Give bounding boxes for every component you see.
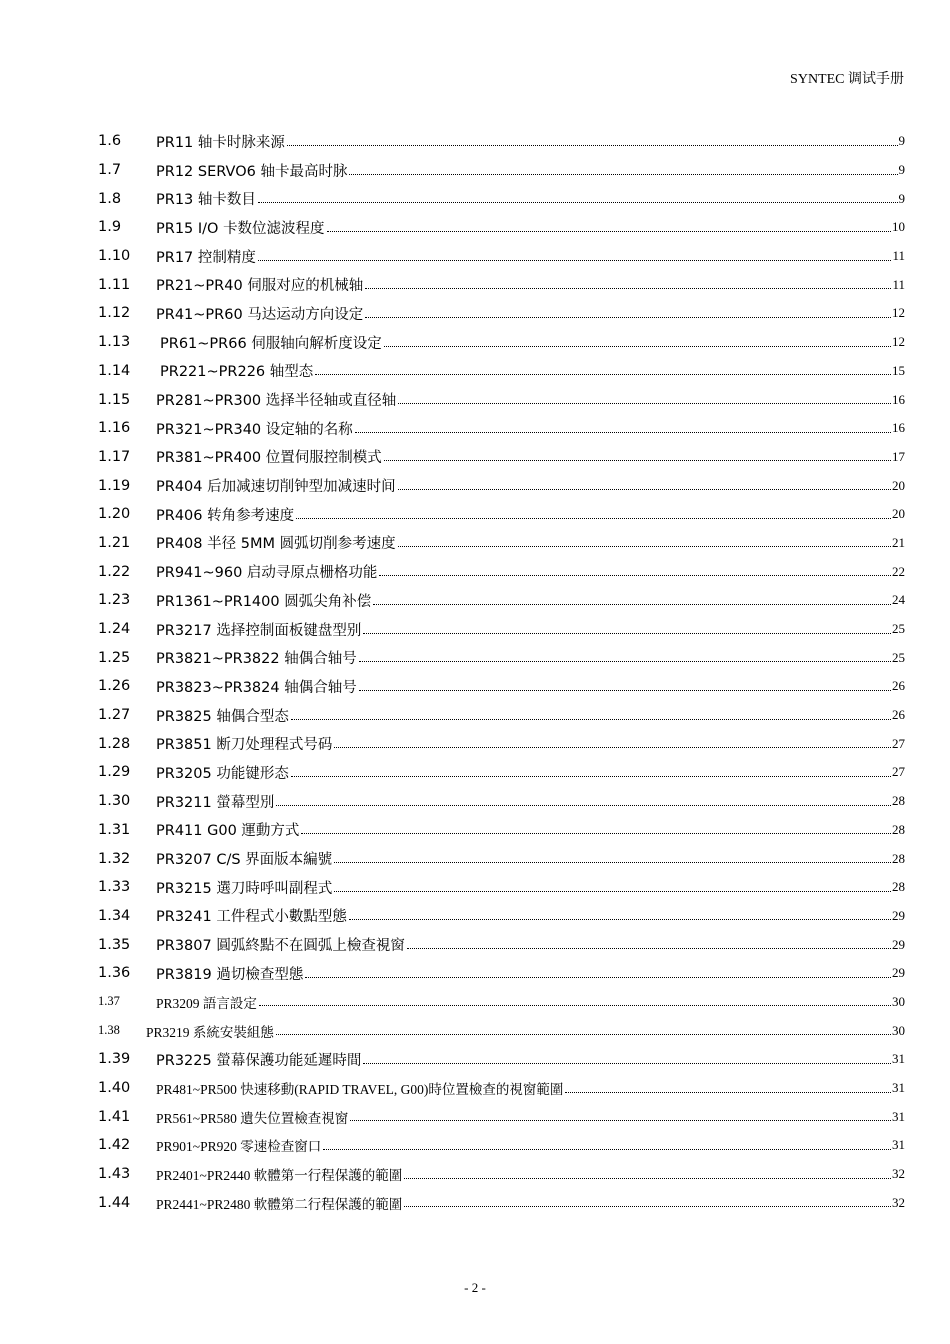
toc-title: PR3225 螢幕保護功能延遲時間 xyxy=(156,1052,362,1069)
toc-number: 1.36 xyxy=(98,965,131,982)
dot-leader xyxy=(305,977,891,978)
toc-page: 16 xyxy=(892,420,905,436)
toc-title: PR3823~PR3824 轴偶合轴号 xyxy=(156,679,357,696)
toc-title: PR281~PR300 选择半径轴或直径轴 xyxy=(156,393,397,410)
toc-title: PR321~PR340 设定轴的名称 xyxy=(156,421,353,438)
toc-number: 1.8 xyxy=(98,190,122,207)
dot-leader xyxy=(327,231,891,232)
toc-number: 1.12 xyxy=(98,305,131,322)
toc-entry[interactable] xyxy=(98,615,905,644)
toc-entry[interactable] xyxy=(98,1074,905,1103)
toc-entry[interactable] xyxy=(98,471,905,500)
toc-entry[interactable] xyxy=(98,529,905,558)
toc-page: 12 xyxy=(892,305,905,321)
toc-number: 1.7 xyxy=(98,162,122,179)
toc-title: PR3851 断刀处理程式号码 xyxy=(156,737,333,754)
toc-page: 10 xyxy=(892,219,905,235)
dot-leader xyxy=(365,288,891,289)
toc-page: 9 xyxy=(898,133,905,149)
toc-title: PR13 轴卡数目 xyxy=(156,192,256,209)
toc-title: PR41~PR60 马达运动方向设定 xyxy=(156,306,364,323)
toc-entry[interactable] xyxy=(98,1045,905,1074)
dot-leader xyxy=(363,633,891,634)
dot-leader xyxy=(276,805,891,806)
toc-number: 1.35 xyxy=(98,936,131,953)
toc-title: PR3215 選刀時呼叫副程式 xyxy=(156,880,333,897)
toc-page: 31 xyxy=(892,1108,905,1124)
toc-number: 1.26 xyxy=(98,678,131,695)
toc-page: 28 xyxy=(892,850,905,866)
toc-entry[interactable] xyxy=(98,270,905,299)
toc-number: 1.42 xyxy=(98,1137,131,1154)
toc-number: 1.17 xyxy=(98,448,131,465)
page-number-footer: - 2 - xyxy=(464,1280,486,1295)
toc-title: PR1361~PR1400 圆弧尖角补偿 xyxy=(156,593,372,610)
toc-number: 1.19 xyxy=(98,477,131,494)
dot-leader xyxy=(334,862,891,863)
toc-title: PR3807 圓弧終點不在圓弧上檢查視窗 xyxy=(156,938,405,955)
dot-leader xyxy=(349,919,891,920)
toc-entry[interactable] xyxy=(98,1131,905,1160)
toc-number: 1.30 xyxy=(98,793,131,810)
dot-leader xyxy=(291,719,891,720)
toc-title: PR3209 語言設定 xyxy=(156,995,257,1011)
toc-page: 9 xyxy=(898,162,905,178)
dot-leader xyxy=(363,1063,891,1064)
toc-page: 28 xyxy=(892,879,905,895)
toc-number: 1.38 xyxy=(98,1023,120,1038)
toc-entry[interactable] xyxy=(98,959,905,988)
toc-page: 28 xyxy=(892,821,905,837)
dot-leader xyxy=(359,690,891,691)
toc-page: 9 xyxy=(898,190,905,206)
toc-number: 1.22 xyxy=(98,563,131,580)
dot-leader xyxy=(359,661,891,662)
toc-title: PR406 转角参考速度 xyxy=(156,507,295,524)
dot-leader xyxy=(565,1092,891,1093)
toc-page: 32 xyxy=(892,1194,905,1210)
toc-entry[interactable] xyxy=(98,443,905,472)
toc-number: 1.34 xyxy=(98,907,131,924)
toc-number: 1.40 xyxy=(98,1080,131,1097)
toc-entry[interactable] xyxy=(98,873,905,902)
toc-entry[interactable] xyxy=(98,328,905,357)
toc-title: PR3207 C/S 界面版本編號 xyxy=(156,852,333,869)
toc-title: PR15 I/O 卡数位滤波程度 xyxy=(156,220,325,237)
toc-page: 15 xyxy=(892,362,905,378)
toc-title: PR61~PR66 伺服轴向解析度设定 xyxy=(160,335,382,352)
toc-title: PR3217 选择控制面板键盘型别 xyxy=(156,622,362,639)
toc-number: 1.25 xyxy=(98,649,131,666)
toc-number: 1.16 xyxy=(98,420,131,437)
toc-number: 1.13 xyxy=(98,334,131,351)
dot-leader xyxy=(404,1178,891,1179)
toc-page: 21 xyxy=(892,534,905,550)
dot-leader xyxy=(258,260,892,261)
toc-number: 1.21 xyxy=(98,534,131,551)
dot-leader xyxy=(398,489,891,490)
toc-page: 29 xyxy=(892,936,905,952)
toc-entry[interactable] xyxy=(98,299,905,328)
toc-page: 26 xyxy=(892,707,905,723)
toc-title: PR3821~PR3822 轴偶合轴号 xyxy=(156,651,357,668)
toc-number: 1.28 xyxy=(98,735,131,752)
toc-number: 1.9 xyxy=(98,219,122,236)
dot-leader xyxy=(350,1120,891,1121)
toc-page: 28 xyxy=(892,793,905,809)
toc-page: 30 xyxy=(892,993,905,1009)
toc-entry[interactable] xyxy=(98,557,905,586)
toc-page: 32 xyxy=(892,1166,905,1182)
toc-title: PR12 SERVO6 轴卡最高时脉 xyxy=(156,163,348,180)
toc-number: 1.39 xyxy=(98,1051,131,1068)
toc-number: 1.37 xyxy=(98,994,120,1009)
dot-leader xyxy=(355,432,891,433)
toc-page: 31 xyxy=(892,1137,905,1153)
dot-leader xyxy=(323,1149,891,1150)
dot-leader xyxy=(398,403,891,404)
toc-entry[interactable] xyxy=(98,729,905,758)
toc-title: PR11 轴卡时脉来源 xyxy=(156,134,285,151)
toc-title: PR3205 功能键形态 xyxy=(156,765,289,782)
toc-page: 11 xyxy=(892,276,905,292)
dot-leader xyxy=(315,374,891,375)
toc-page: 25 xyxy=(892,649,905,665)
dot-leader xyxy=(258,202,898,203)
toc-number: 1.11 xyxy=(98,276,131,293)
toc-page: 12 xyxy=(892,334,905,350)
toc-entry[interactable] xyxy=(98,213,905,242)
dot-leader xyxy=(398,546,891,547)
toc-page: 11 xyxy=(892,248,905,264)
toc-page: 20 xyxy=(892,506,905,522)
running-header: SYNTEC 调试手册 xyxy=(790,72,904,87)
toc-number: 1.24 xyxy=(98,621,131,638)
toc-page: 22 xyxy=(892,563,905,579)
toc-title: PR221~PR226 轴型态 xyxy=(160,364,314,381)
toc-page: 25 xyxy=(892,621,905,637)
toc-page: 30 xyxy=(892,1022,905,1038)
dot-leader xyxy=(334,747,891,748)
toc-title: PR381~PR400 位置伺服控制模式 xyxy=(156,450,382,467)
dot-leader xyxy=(349,174,897,175)
toc-entry[interactable] xyxy=(98,156,905,185)
toc-title: PR411 G00 運動方式 xyxy=(156,823,300,840)
toc-entry[interactable] xyxy=(98,902,905,931)
toc-page: 16 xyxy=(892,391,905,407)
dot-leader xyxy=(404,1206,891,1207)
toc-title: PR3819 過切檢查型態 xyxy=(156,966,304,983)
dot-leader xyxy=(407,948,891,949)
toc-number: 1.32 xyxy=(98,850,131,867)
toc-entry[interactable] xyxy=(98,988,905,1017)
toc-entry[interactable] xyxy=(98,184,905,213)
toc-entry[interactable] xyxy=(98,701,905,730)
toc-number: 1.31 xyxy=(98,821,131,838)
toc-number: 1.43 xyxy=(98,1166,131,1183)
toc-title: PR3241 工件程式小數點型態 xyxy=(156,909,347,926)
toc-entry[interactable] xyxy=(98,672,905,701)
toc-title: PR481~PR500 快速移動(RAPID TRAVEL, G00)時位置檢查的視窗範圍 xyxy=(156,1082,564,1098)
toc-entry[interactable] xyxy=(98,127,905,156)
dot-leader xyxy=(373,604,891,605)
toc-entry[interactable] xyxy=(98,414,905,443)
toc-entry[interactable] xyxy=(98,930,905,959)
toc-page: 27 xyxy=(892,764,905,780)
dot-leader xyxy=(365,317,891,318)
toc-title: PR2441~PR2480 軟體第二行程保護的範圍 xyxy=(156,1196,403,1212)
toc-number: 1.44 xyxy=(98,1194,131,1211)
toc-page: 31 xyxy=(892,1051,905,1067)
dot-leader xyxy=(291,776,891,777)
toc-title: PR3211 螢幕型別 xyxy=(156,794,275,811)
toc-number: 1.10 xyxy=(98,248,131,265)
toc-number: 1.27 xyxy=(98,707,131,724)
toc-page: 17 xyxy=(892,448,905,464)
toc-number: 1.41 xyxy=(98,1108,131,1125)
toc-number: 1.23 xyxy=(98,592,131,609)
dot-leader xyxy=(276,1034,891,1035)
toc-page: 26 xyxy=(892,678,905,694)
toc-page: 24 xyxy=(892,592,905,608)
toc-page: 31 xyxy=(892,1080,905,1096)
toc-entry[interactable] xyxy=(98,500,905,529)
toc-entry[interactable] xyxy=(98,385,905,414)
toc-number: 1.14 xyxy=(98,362,131,379)
toc-entry[interactable] xyxy=(98,1160,905,1189)
toc-title: PR2401~PR2440 軟體第一行程保護的範圍 xyxy=(156,1168,403,1184)
toc-title: PR17 控制精度 xyxy=(156,249,256,266)
toc-page: 27 xyxy=(892,735,905,751)
dot-leader xyxy=(379,575,891,576)
table-of-contents xyxy=(98,127,905,1217)
toc-page: 29 xyxy=(892,965,905,981)
toc-entry[interactable] xyxy=(98,586,905,615)
dot-leader xyxy=(287,145,898,146)
toc-title: PR941~960 启动寻原点栅格功能 xyxy=(156,565,378,582)
toc-entry[interactable] xyxy=(98,787,905,816)
toc-entry[interactable] xyxy=(98,758,905,787)
toc-number: 1.29 xyxy=(98,764,131,781)
dot-leader xyxy=(334,891,891,892)
dot-leader xyxy=(384,346,891,347)
dot-leader xyxy=(296,518,891,519)
toc-entry[interactable] xyxy=(98,643,905,672)
toc-title: PR3219 系統安裝組態 xyxy=(146,1024,274,1040)
toc-title: PR901~PR920 零速检查窗口 xyxy=(156,1139,322,1155)
toc-number: 1.33 xyxy=(98,879,131,896)
toc-page: 29 xyxy=(892,907,905,923)
dot-leader xyxy=(301,833,891,834)
toc-entry[interactable] xyxy=(98,1188,905,1217)
toc-number: 1.15 xyxy=(98,391,131,408)
toc-entry[interactable] xyxy=(98,816,905,845)
toc-entry[interactable] xyxy=(98,242,905,271)
toc-entry[interactable] xyxy=(98,1016,905,1045)
toc-number: 1.6 xyxy=(98,133,122,150)
dot-leader xyxy=(259,1005,891,1006)
toc-title: PR561~PR580 遺失位置檢查視窗 xyxy=(156,1110,349,1126)
toc-entry[interactable] xyxy=(98,1102,905,1131)
toc-title: PR404 后加减速切削钟型加减速时间 xyxy=(156,479,396,496)
dot-leader xyxy=(384,460,891,461)
toc-title: PR3825 轴偶合型态 xyxy=(156,708,289,725)
toc-entry[interactable] xyxy=(98,357,905,386)
toc-entry[interactable] xyxy=(98,844,905,873)
toc-page: 20 xyxy=(892,477,905,493)
toc-title: PR21~PR40 伺服对应的机械轴 xyxy=(156,278,364,295)
toc-title: PR408 半径 5MM 圆弧切削参考速度 xyxy=(156,536,396,553)
toc-number: 1.20 xyxy=(98,506,131,523)
